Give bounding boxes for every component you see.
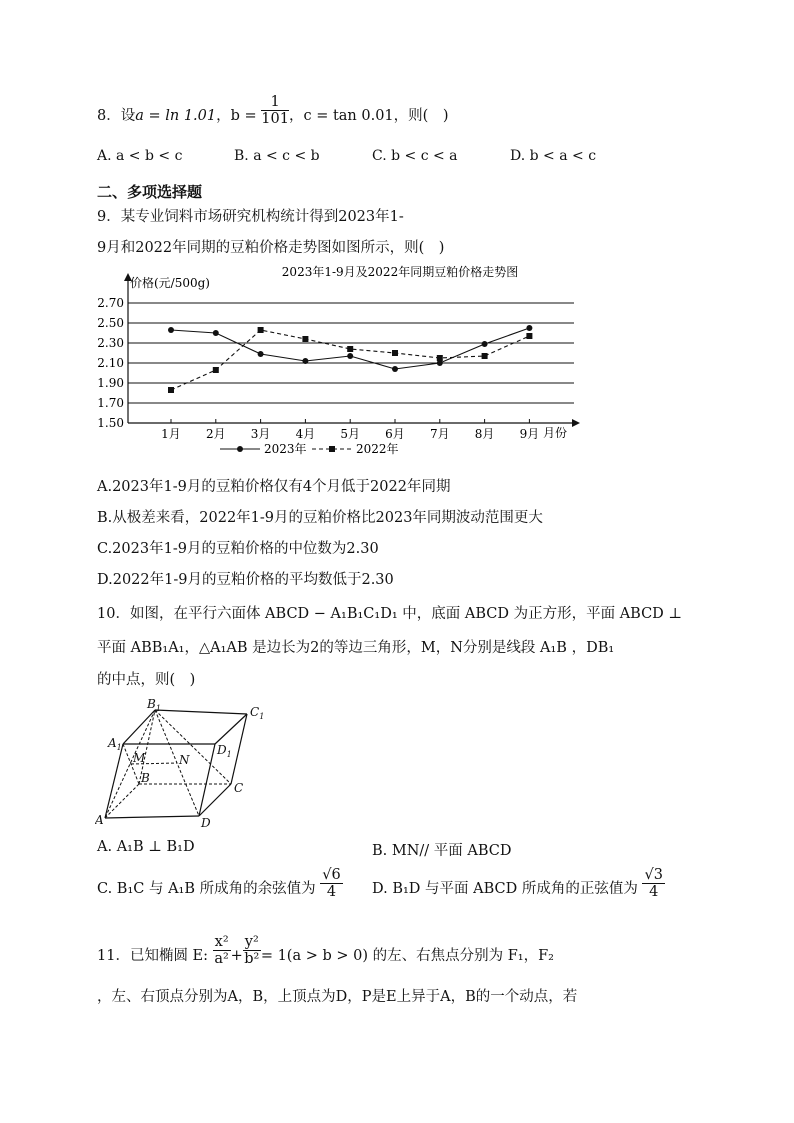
q8-b-lhs: ，b = (216, 108, 257, 124)
q8-a-expr: a = ln 1.01 (135, 108, 217, 124)
label-a1: $A_1$ (108, 736, 122, 752)
xtick-label-0: 1月 (161, 427, 181, 441)
q10-line3: 的中点，则( ) (97, 672, 196, 688)
q11-line2: ，左、右顶点分别为A，B，上顶点为D，P是E上异于A，B的一个动点，若 (97, 989, 578, 1005)
section-title: 二、多项选择题 (97, 183, 203, 201)
q8-b-fraction (261, 94, 289, 127)
x-axis-arrow (572, 419, 580, 427)
q10-option-d-den: 4 (649, 883, 659, 900)
label-b1: $B_1$ (147, 697, 161, 713)
q10-option-b: B. MN// 平面 ABCD (372, 843, 512, 859)
edge-d1-d (199, 744, 215, 816)
legend-marker-0 (237, 446, 243, 452)
q11-plus: + (230, 948, 243, 964)
xtick-label-8: 9月 (519, 427, 540, 441)
ytick-label-0: 1.50 (97, 416, 124, 430)
q9-option-c: C.2023年1-9月的豆粕价格的中位数为2.30 (97, 541, 379, 557)
q9-option-b: B.从极差来看，2022年1-9月的豆粕价格比2023年同期波动范围更大 (97, 510, 543, 526)
ytick-label-3: 2.10 (97, 356, 124, 370)
xtick-label-2: 3月 (250, 427, 271, 441)
point-2022年-0 (168, 387, 174, 393)
q9-option-d: D.2022年1-9月的豆粕价格的平均数低于2.30 (97, 572, 394, 588)
xtick-label-4: 5月 (340, 427, 361, 441)
q11-y-num: y² (244, 933, 259, 950)
label-a: A (95, 813, 104, 827)
chart-grid (128, 303, 574, 403)
q10-option-d-text: D. B₁D 与平面 ABCD 所成角的正弦值为 (372, 881, 638, 897)
parallelepiped-figure (95, 692, 285, 832)
chart-xlabel: 月份 (543, 426, 568, 440)
edge-a-b (105, 784, 139, 818)
q10-option-d (372, 866, 665, 900)
q8-b-den: 101 (261, 110, 289, 127)
q11-line1 (97, 933, 554, 967)
chart-title: 2023年1-9月及2022年同期豆粕价格走势图 (281, 265, 519, 279)
point-2022年-3 (302, 336, 308, 342)
q11-prefix: 11．已知椭圆 E: (97, 948, 209, 964)
xtick-label-6: 7月 (429, 427, 450, 441)
q10-option-c-den: 4 (326, 883, 337, 900)
ytick-label-4: 2.30 (97, 336, 124, 350)
q10-option-c-fraction (320, 867, 342, 900)
q10-option-d-num: √3 (644, 866, 663, 883)
point-2023年-7 (482, 341, 488, 347)
q8-line (97, 93, 449, 127)
label-d: D (201, 816, 211, 830)
q9-line2: 9月和2022年同期的豆粕价格走势图如图所示，则( ) (97, 240, 445, 256)
ytick-label-5: 2.50 (97, 316, 124, 330)
xtick-label-5: 6月 (385, 427, 405, 441)
q10-line2: 平面 ABB₁A₁，△A₁AB 是边长为2的等边三角形，M，N分别是线段 A₁B ，DB₁ (97, 640, 615, 656)
ytick-label-2: 1.90 (97, 376, 124, 390)
q8-option-b: B. a < c < b (234, 148, 320, 164)
chart-legend (220, 441, 399, 456)
legend-label-1: 2022年 (356, 442, 399, 456)
q11-x-den: a² (214, 950, 229, 967)
q8-c-expr: ，c = tan 0.01，则( ) (288, 108, 449, 124)
point-2022年-4 (347, 346, 353, 352)
q11-x-num: x² (214, 933, 229, 950)
q8-option-a: A. a < b < c (97, 148, 183, 164)
ytick-label-1: 1.70 (97, 396, 124, 410)
q11-suffix: = 1(a > b > 0) 的左、右焦点分别为 F₁，F₂ (260, 948, 554, 964)
xtick-label-7: 8月 (474, 427, 495, 441)
edge-a-d (105, 816, 199, 818)
point-2022年-7 (482, 353, 488, 359)
q10-option-d-fraction (642, 867, 664, 900)
point-2023年-5 (392, 366, 398, 372)
q8-number: 8．设 (97, 108, 136, 124)
q11-y-fraction (243, 934, 261, 967)
point-2023年-3 (302, 358, 308, 364)
xtick-label-3: 4月 (295, 427, 316, 441)
edge-a1-a (105, 744, 123, 818)
point-2022年-1 (213, 367, 219, 373)
label-n: N (179, 753, 190, 767)
point-2023年-0 (168, 327, 174, 333)
q8-option-c: C. b < c < a (372, 148, 458, 164)
q10-option-a: A. A₁B ⊥ B₁D (97, 839, 195, 855)
point-2023年-8 (526, 325, 532, 331)
series-line-2022年 (171, 330, 529, 390)
label-m: M (133, 751, 146, 765)
q10-line1: 10．如图，在平行六面体 ABCD − A₁B₁C₁D₁ 中，底面 ABCD 为正方形，平面 ABCD ⊥ (97, 606, 683, 622)
point-2023年-1 (213, 330, 219, 336)
point-2022年-6 (437, 355, 443, 361)
legend-marker-1 (329, 446, 335, 452)
point-2022年-2 (258, 327, 264, 333)
q9-line1: 9．某专业饲料市场研究机构统计得到2023年1- (97, 209, 404, 225)
q10-option-c (97, 866, 343, 900)
q11-y-den: b² (244, 950, 260, 967)
edge-a1-b1 (123, 710, 155, 744)
q10-option-c-text: C. B₁C 与 A₁B 所成角的余弦值为 (97, 881, 316, 897)
point-2023年-2 (258, 351, 264, 357)
point-2022年-8 (526, 333, 532, 339)
q8-option-d: D. b < a < c (510, 148, 597, 164)
edge-b1-c1 (155, 710, 247, 714)
q10-option-c-num: √6 (322, 866, 341, 883)
label-d1: $D_1$ (217, 743, 232, 759)
edge-d1-c1 (215, 714, 247, 744)
q9-option-a: A.2023年1-9月的豆粕价格仅有4个月低于2022年同期 (97, 479, 451, 495)
price-chart (90, 265, 590, 460)
point-2022年-5 (392, 350, 398, 356)
q8-b-num: 1 (261, 94, 289, 111)
q11-x-fraction (213, 934, 231, 967)
label-c: C (234, 781, 244, 795)
legend-label-0: 2023年 (264, 442, 307, 456)
xtick-label-1: 2月 (205, 427, 226, 441)
edge-d-c (199, 784, 231, 816)
label-b: B (141, 771, 150, 785)
edge-c1-c (231, 714, 247, 784)
point-2023年-4 (347, 353, 353, 359)
label-c1: $C_1$ (250, 705, 265, 721)
chart-ylabel: 价格(元/500g) (130, 276, 210, 290)
ytick-label-6: 2.70 (97, 296, 124, 310)
